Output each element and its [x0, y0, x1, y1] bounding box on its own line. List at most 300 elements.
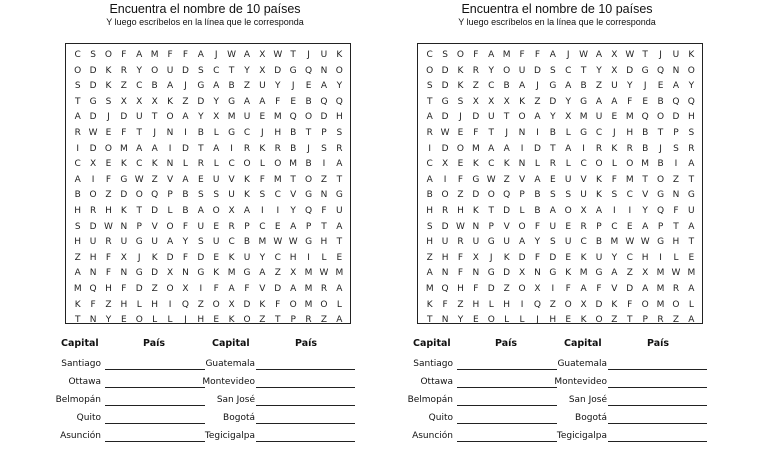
grid-letter[interactable]: M — [425, 283, 434, 294]
grid-letter[interactable]: T — [290, 50, 296, 60]
grid-letter[interactable]: T — [642, 174, 648, 185]
grid-letter[interactable]: J — [184, 81, 187, 92]
grid-letter[interactable]: X — [120, 96, 127, 107]
grid-letter[interactable]: S — [197, 237, 204, 248]
grid-letter[interactable]: A — [549, 50, 556, 60]
grid-letter[interactable]: Z — [549, 299, 556, 310]
grid-letter[interactable]: F — [121, 283, 127, 294]
grid-letter[interactable]: F — [259, 174, 265, 185]
grid-letter[interactable]: D — [320, 112, 328, 123]
grid-letter[interactable]: B — [426, 190, 433, 201]
grid-letter[interactable]: J — [261, 127, 264, 138]
grid-letter[interactable]: I — [536, 127, 539, 138]
grid-letter[interactable]: A — [336, 159, 343, 170]
grid-letter[interactable]: W — [104, 221, 113, 232]
grid-letter[interactable]: J — [214, 50, 218, 60]
grid-letter[interactable]: R — [336, 143, 343, 154]
grid-letter[interactable]: U — [228, 190, 235, 201]
grid-letter[interactable]: Y — [457, 315, 464, 326]
grid-letter[interactable]: C — [274, 190, 281, 201]
grid-letter[interactable]: G — [487, 268, 495, 279]
grid-letter[interactable]: N — [441, 268, 449, 279]
grid-letter[interactable]: R — [243, 143, 251, 154]
grid-letter[interactable]: T — [426, 96, 433, 107]
country-answer-line[interactable] — [105, 423, 205, 424]
grid-letter[interactable]: D — [549, 252, 557, 263]
grid-letter[interactable]: X — [642, 268, 649, 279]
grid-letter[interactable]: K — [426, 299, 433, 310]
country-answer-line[interactable] — [457, 405, 557, 406]
grid-letter[interactable]: L — [152, 315, 158, 326]
grid-letter[interactable]: F — [627, 96, 633, 107]
grid-letter[interactable]: U — [580, 190, 587, 201]
grid-letter[interactable]: K — [151, 159, 158, 170]
grid-letter[interactable]: N — [320, 65, 328, 76]
grid-letter[interactable]: D — [89, 143, 97, 154]
grid-letter[interactable]: Y — [182, 237, 189, 248]
grid-letter[interactable]: S — [549, 65, 556, 76]
grid-letter[interactable]: X — [611, 65, 618, 76]
grid-letter[interactable]: X — [151, 96, 158, 107]
grid-letter[interactable]: F — [167, 50, 173, 60]
grid-letter[interactable]: R — [626, 143, 633, 154]
grid-letter[interactable]: L — [182, 159, 188, 170]
grid-letter[interactable]: E — [336, 252, 343, 263]
grid-letter[interactable]: R — [457, 237, 464, 248]
grid-letter[interactable]: D — [151, 205, 159, 216]
grid-letter[interactable]: Y — [213, 96, 219, 107]
grid-letter[interactable]: Q — [89, 283, 97, 294]
grid-letter[interactable]: A — [565, 143, 572, 154]
grid-letter[interactable]: D — [503, 268, 511, 279]
grid-letter[interactable]: K — [74, 299, 81, 310]
grid-letter[interactable]: I — [520, 143, 524, 154]
grid-letter[interactable]: F — [565, 283, 571, 294]
grid-letter[interactable]: C — [426, 50, 433, 60]
grid-letter[interactable]: C — [626, 252, 633, 263]
grid-letter[interactable]: C — [228, 159, 235, 170]
grid-letter[interactable]: Z — [320, 174, 328, 185]
grid-letter[interactable]: O — [564, 205, 572, 216]
grid-letter[interactable]: A — [290, 283, 297, 294]
grid-letter[interactable]: D — [533, 143, 541, 154]
grid-letter[interactable]: R — [228, 221, 235, 232]
grid-letter[interactable]: P — [244, 221, 250, 232]
grid-letter[interactable]: I — [76, 143, 80, 154]
grid-letter[interactable]: I — [276, 205, 280, 216]
grid-letter[interactable]: W — [273, 237, 283, 248]
grid-letter[interactable]: H — [335, 112, 343, 123]
grid-letter[interactable]: L — [213, 127, 219, 138]
country-answer-line[interactable] — [256, 441, 355, 442]
grid-letter[interactable]: N — [518, 159, 526, 170]
grid-letter[interactable]: Z — [457, 299, 464, 310]
grid-letter[interactable]: M — [579, 268, 588, 279]
grid-letter[interactable]: Y — [642, 205, 648, 216]
grid-letter[interactable]: F — [473, 127, 479, 138]
grid-letter[interactable]: F — [275, 96, 281, 107]
grid-letter[interactable]: T — [426, 315, 433, 326]
grid-letter[interactable]: F — [182, 252, 189, 263]
grid-letter[interactable]: D — [89, 221, 97, 232]
grid-letter[interactable]: U — [595, 252, 603, 263]
grid-letter[interactable]: F — [105, 174, 112, 185]
grid-letter[interactable]: Q — [305, 205, 313, 216]
grid-letter[interactable]: T — [151, 112, 158, 123]
grid-letter[interactable]: X — [90, 159, 97, 170]
grid-letter[interactable]: F — [90, 299, 96, 310]
grid-letter[interactable]: S — [336, 127, 343, 138]
grid-letter[interactable]: B — [182, 190, 189, 201]
grid-letter[interactable]: A — [182, 112, 189, 123]
grid-letter[interactable]: B — [580, 81, 587, 92]
grid-letter[interactable]: G — [243, 268, 251, 279]
grid-letter[interactable]: E — [305, 81, 312, 92]
country-answer-line[interactable] — [256, 387, 355, 388]
grid-letter[interactable]: N — [182, 268, 189, 279]
grid-letter[interactable]: B — [197, 127, 204, 138]
grid-letter[interactable]: J — [643, 81, 647, 92]
grid-letter[interactable]: I — [428, 143, 432, 154]
grid-letter[interactable]: D — [135, 283, 143, 294]
grid-letter[interactable]: G — [472, 174, 480, 185]
grid-letter[interactable]: L — [259, 159, 265, 170]
grid-letter[interactable]: H — [503, 299, 511, 310]
grid-letter[interactable]: E — [121, 315, 127, 326]
country-answer-line[interactable] — [608, 405, 707, 406]
grid-letter[interactable]: N — [672, 65, 680, 76]
grid-letter[interactable]: A — [74, 174, 81, 185]
grid-letter[interactable]: J — [459, 112, 462, 123]
grid-letter[interactable]: G — [228, 127, 236, 138]
grid-letter[interactable]: S — [549, 237, 556, 248]
grid-letter[interactable]: R — [472, 65, 479, 76]
grid-letter[interactable]: K — [336, 50, 343, 60]
grid-letter[interactable]: I — [307, 252, 310, 263]
grid-letter[interactable]: U — [120, 237, 128, 248]
grid-letter[interactable]: O — [626, 159, 634, 170]
grid-letter[interactable]: M — [579, 112, 588, 123]
grid-letter[interactable]: E — [657, 81, 664, 92]
grid-letter[interactable]: A — [595, 96, 603, 107]
country-answer-line[interactable] — [608, 387, 707, 388]
grid-letter[interactable]: T — [275, 315, 281, 326]
grid-letter[interactable]: W — [640, 237, 650, 248]
grid-letter[interactable]: H — [426, 205, 434, 216]
grid-letter[interactable]: K — [611, 299, 618, 310]
grid-letter[interactable]: U — [518, 65, 526, 76]
grid-letter[interactable]: C — [213, 65, 220, 76]
grid-letter[interactable]: A — [243, 96, 251, 107]
grid-letter[interactable]: R — [197, 159, 204, 170]
grid-letter[interactable]: R — [549, 159, 556, 170]
country-answer-line[interactable] — [256, 423, 355, 424]
grid-letter[interactable]: P — [596, 221, 602, 232]
grid-letter[interactable]: T — [627, 315, 633, 326]
grid-letter[interactable]: U — [549, 221, 557, 232]
grid-letter[interactable]: D — [595, 299, 603, 310]
grid-letter[interactable]: G — [657, 237, 665, 248]
grid-letter[interactable]: O — [212, 299, 220, 310]
grid-letter[interactable]: N — [518, 127, 526, 138]
grid-letter[interactable]: F — [182, 50, 189, 60]
grid-letter[interactable]: C — [565, 65, 572, 76]
grid-letter[interactable]: I — [230, 143, 233, 154]
grid-letter[interactable]: A — [595, 50, 603, 60]
grid-letter[interactable]: M — [502, 50, 511, 60]
grid-letter[interactable]: G — [641, 65, 649, 76]
grid-letter[interactable]: S — [426, 221, 433, 232]
grid-letter[interactable]: Z — [672, 315, 680, 326]
grid-letter[interactable]: Y — [565, 96, 571, 107]
grid-letter[interactable]: X — [534, 283, 541, 294]
grid-letter[interactable]: V — [151, 221, 158, 232]
grid-letter[interactable]: S — [197, 65, 204, 76]
grid-letter[interactable]: P — [673, 127, 679, 138]
grid-letter[interactable]: A — [426, 174, 433, 185]
grid-letter[interactable]: O — [564, 299, 572, 310]
grid-letter[interactable]: G — [289, 65, 297, 76]
grid-letter[interactable]: A — [197, 205, 204, 216]
grid-letter[interactable]: M — [73, 283, 82, 294]
grid-letter[interactable]: K — [105, 65, 112, 76]
grid-letter[interactable]: G — [197, 268, 205, 279]
grid-letter[interactable]: G — [305, 190, 313, 201]
grid-letter[interactable]: P — [642, 315, 648, 326]
grid-letter[interactable]: J — [107, 112, 110, 123]
grid-letter[interactable]: T — [688, 237, 695, 248]
grid-letter[interactable]: K — [503, 159, 510, 170]
grid-letter[interactable]: D — [120, 112, 128, 123]
grid-letter[interactable]: G — [197, 81, 205, 92]
grid-letter[interactable]: F — [457, 268, 464, 279]
grid-letter[interactable]: R — [89, 205, 97, 216]
country-answer-line[interactable] — [457, 369, 557, 370]
grid-letter[interactable]: D — [487, 283, 495, 294]
country-answer-line[interactable] — [105, 405, 205, 406]
grid-letter[interactable]: X — [228, 205, 235, 216]
grid-letter[interactable]: W — [227, 50, 237, 60]
grid-letter[interactable]: D — [197, 96, 205, 107]
grid-letter[interactable]: Q — [641, 112, 649, 123]
grid-letter[interactable]: U — [151, 237, 158, 248]
grid-letter[interactable]: V — [518, 174, 526, 185]
grid-letter[interactable]: U — [259, 81, 266, 92]
grid-letter[interactable]: O — [243, 315, 251, 326]
grid-letter[interactable]: P — [321, 127, 327, 138]
grid-letter[interactable]: M — [610, 237, 619, 248]
grid-letter[interactable]: U — [166, 65, 174, 76]
grid-letter[interactable]: E — [642, 96, 648, 107]
grid-letter[interactable]: O — [687, 65, 695, 76]
grid-letter[interactable]: B — [305, 159, 312, 170]
grid-letter[interactable]: X — [580, 205, 587, 216]
grid-letter[interactable]: O — [104, 50, 113, 60]
grid-letter[interactable]: Q — [441, 283, 449, 294]
grid-letter[interactable]: U — [320, 50, 328, 60]
grid-letter[interactable]: S — [321, 143, 327, 154]
grid-letter[interactable]: M — [471, 143, 480, 154]
grid-letter[interactable]: A — [688, 221, 695, 232]
grid-letter[interactable]: I — [322, 159, 326, 170]
grid-letter[interactable]: F — [442, 299, 448, 310]
grid-letter[interactable]: Y — [550, 112, 556, 123]
grid-letter[interactable]: D — [672, 112, 680, 123]
grid-letter[interactable]: B — [305, 96, 312, 107]
grid-letter[interactable]: Z — [182, 96, 189, 107]
grid-letter[interactable]: A — [611, 96, 618, 107]
grid-letter[interactable]: O — [74, 65, 82, 76]
grid-letter[interactable]: O — [657, 174, 665, 185]
grid-letter[interactable]: S — [74, 221, 81, 232]
grid-letter[interactable]: X — [259, 50, 266, 60]
grid-letter[interactable]: K — [503, 252, 510, 263]
grid-letter[interactable]: G — [549, 81, 557, 92]
grid-letter[interactable]: C — [136, 159, 143, 170]
grid-letter[interactable]: S — [565, 190, 572, 201]
grid-letter[interactable]: U — [212, 174, 220, 185]
grid-letter[interactable]: I — [168, 143, 172, 154]
grid-letter[interactable]: T — [688, 174, 695, 185]
grid-letter[interactable]: I — [168, 299, 172, 310]
grid-letter[interactable]: U — [688, 205, 695, 216]
grid-letter[interactable]: Y — [534, 237, 541, 248]
grid-letter[interactable]: O — [243, 159, 251, 170]
grid-letter[interactable]: I — [628, 205, 632, 216]
grid-letter[interactable]: Z — [105, 190, 112, 201]
grid-letter[interactable]: W — [625, 50, 635, 60]
grid-letter[interactable]: C — [595, 127, 603, 138]
grid-letter[interactable]: F — [457, 174, 464, 185]
grid-letter[interactable]: H — [472, 299, 480, 310]
grid-letter[interactable]: D — [441, 65, 449, 76]
grid-letter[interactable]: D — [89, 112, 97, 123]
grid-letter[interactable]: M — [304, 283, 313, 294]
grid-letter[interactable]: Z — [611, 315, 618, 326]
grid-letter[interactable]: L — [519, 315, 525, 326]
grid-letter[interactable]: H — [105, 283, 112, 294]
grid-letter[interactable]: I — [91, 174, 95, 185]
grid-letter[interactable]: Q — [672, 96, 680, 107]
grid-letter[interactable]: B — [642, 127, 649, 138]
grid-letter[interactable]: J — [153, 127, 156, 138]
grid-letter[interactable]: A — [136, 50, 143, 60]
grid-letter[interactable]: C — [74, 159, 81, 170]
grid-letter[interactable]: Z — [274, 268, 281, 279]
grid-letter[interactable]: E — [688, 252, 695, 263]
grid-letter[interactable]: J — [307, 50, 310, 60]
grid-letter[interactable]: D — [533, 65, 541, 76]
grid-letter[interactable]: Z — [105, 299, 112, 310]
grid-letter[interactable]: L — [673, 252, 679, 263]
grid-letter[interactable]: F — [534, 50, 541, 60]
grid-letter[interactable]: O — [503, 65, 511, 76]
grid-letter[interactable]: O — [305, 174, 313, 185]
grid-letter[interactable]: T — [642, 50, 648, 60]
grid-letter[interactable]: L — [688, 299, 694, 310]
grid-letter[interactable]: L — [336, 299, 342, 310]
grid-letter[interactable]: O — [166, 221, 174, 232]
grid-letter[interactable]: K — [213, 268, 220, 279]
country-answer-line[interactable] — [256, 405, 355, 406]
grid-letter[interactable]: C — [611, 221, 618, 232]
grid-letter[interactable]: S — [213, 190, 220, 201]
grid-letter[interactable]: B — [534, 190, 541, 201]
grid-letter[interactable]: T — [488, 205, 494, 216]
grid-letter[interactable]: P — [305, 221, 312, 232]
grid-letter[interactable]: H — [151, 299, 159, 310]
grid-letter[interactable]: Z — [626, 268, 633, 279]
grid-letter[interactable]: X — [518, 268, 526, 279]
grid-letter[interactable]: D — [89, 65, 97, 76]
grid-letter[interactable]: X — [472, 96, 479, 107]
grid-letter[interactable]: K — [611, 143, 618, 154]
grid-letter[interactable]: K — [259, 299, 266, 310]
grid-letter[interactable]: E — [105, 159, 112, 170]
grid-letter[interactable]: Z — [120, 81, 127, 92]
grid-letter[interactable]: R — [595, 143, 603, 154]
country-answer-line[interactable] — [457, 387, 557, 388]
grid-letter[interactable]: H — [74, 237, 82, 248]
grid-letter[interactable]: Z — [472, 81, 479, 92]
grid-letter[interactable]: K — [457, 65, 464, 76]
grid-letter[interactable]: I — [659, 252, 662, 263]
grid-letter[interactable]: M — [304, 299, 313, 310]
grid-letter[interactable]: F — [321, 205, 327, 216]
country-answer-line[interactable] — [608, 423, 707, 424]
grid-letter[interactable]: L — [136, 299, 142, 310]
grid-letter[interactable]: R — [657, 315, 664, 326]
grid-letter[interactable]: F — [105, 252, 112, 263]
grid-letter[interactable]: Q — [657, 65, 665, 76]
grid-letter[interactable]: W — [319, 268, 329, 279]
grid-letter[interactable]: S — [197, 190, 204, 201]
country-answer-line[interactable] — [105, 387, 205, 388]
grid-letter[interactable]: A — [595, 205, 603, 216]
grid-letter[interactable]: O — [518, 283, 526, 294]
grid-letter[interactable]: K — [244, 190, 250, 201]
grid-letter[interactable]: H — [549, 315, 557, 326]
grid-letter[interactable]: N — [472, 221, 480, 232]
grid-letter[interactable]: D — [472, 190, 480, 201]
grid-letter[interactable]: A — [166, 237, 174, 248]
grid-letter[interactable]: M — [641, 159, 650, 170]
grid-letter[interactable]: L — [213, 159, 219, 170]
grid-letter[interactable]: T — [136, 205, 142, 216]
grid-letter[interactable]: B — [182, 205, 189, 216]
grid-letter[interactable]: O — [441, 190, 449, 201]
grid-letter[interactable]: N — [166, 159, 174, 170]
grid-letter[interactable]: L — [565, 127, 571, 138]
grid-letter[interactable]: X — [442, 159, 449, 170]
grid-letter[interactable]: K — [120, 205, 127, 216]
grid-letter[interactable]: A — [213, 143, 220, 154]
grid-letter[interactable]: R — [441, 205, 449, 216]
grid-letter[interactable]: L — [611, 159, 617, 170]
grid-letter[interactable]: W — [273, 50, 283, 60]
grid-letter[interactable]: Y — [105, 315, 112, 326]
grid-letter[interactable]: Z — [503, 174, 510, 185]
grid-letter[interactable]: L — [167, 315, 173, 326]
grid-letter[interactable]: K — [105, 81, 112, 92]
grid-letter[interactable]: T — [290, 174, 296, 185]
grid-letter[interactable]: O — [305, 112, 313, 123]
country-answer-line[interactable] — [105, 441, 205, 442]
grid-letter[interactable]: Z — [151, 174, 158, 185]
grid-letter[interactable]: P — [488, 221, 494, 232]
grid-letter[interactable]: C — [580, 159, 587, 170]
grid-letter[interactable]: G — [120, 174, 128, 185]
